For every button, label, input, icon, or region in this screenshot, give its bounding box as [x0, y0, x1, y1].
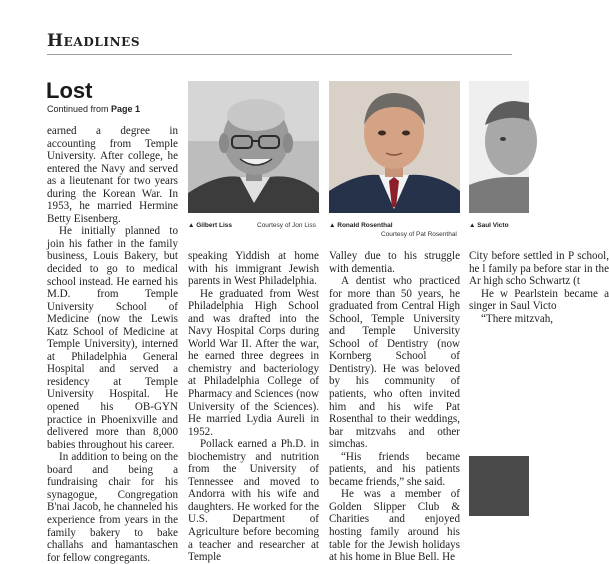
paragraph: “His friends became patients, and his patients became friends,” she said.	[329, 450, 460, 488]
paragraph: Valley due to his struggle with dementia.	[329, 250, 460, 275]
section-divider	[47, 54, 512, 55]
paragraph: He was a member of Golden Slipper Club & Charities and enjoyed hosting family around his table for the Jewish holidays at his home in Blue Bell. He	[329, 488, 460, 564]
caption-name: Ronald Rosenthal	[337, 222, 393, 229]
article-column-1	[47, 125, 178, 564]
continued-line	[47, 104, 140, 114]
paragraph: He w Pearlstein became a singer in Saul Victo	[469, 287, 609, 313]
triangle-icon: ▲	[469, 222, 476, 229]
continued-prefix: Continued from	[47, 104, 112, 114]
photo-gilbert-liss	[188, 81, 319, 213]
caption-credit: Courtesy of Jon Liss	[257, 222, 316, 229]
paragraph: City before settled in P school, he l family pa before star in the Ar high scho Schwartz (t	[469, 250, 609, 288]
caption-ronald-rosenthal	[329, 222, 393, 229]
article-column-2	[188, 250, 319, 564]
portrait-image	[329, 81, 460, 213]
caption-name: Gilbert Liss	[196, 222, 233, 229]
paragraph: In addition to being on the board and being a fundraising chair for his synagogue, Congregation B'nai Jacob, he channeled his experience from years in the family bakery to bake challahs and hamantaschen for fellow congregants.	[47, 451, 178, 564]
paragraph: He initially planned to join his father in the family business, Louis Bakery, but decided to go to medical school instead. He earned his M.D. from Temple University School of Medicine (now the Lewis Katz School of Medicine at Temple University), interned at Philadelphia General Hospital and served a residency at Temple University Hospital. He opened his OB-GYN practice in Phoenixville and delivered more than 8,000 babies throughout his career.	[47, 225, 178, 451]
paragraph: Pollack earned a Ph.D. in biochemistry and nutrition from the University of Tennessee and moved to Andorra with his wife and daughters. He worked for the U.S. Department of Agriculture before becoming a teacher and researcher at Temple	[188, 438, 319, 564]
caption-name: Saul Victo	[477, 222, 509, 229]
caption-credit: Courtesy of Pat Rosenthal	[381, 231, 457, 238]
article-column-4	[469, 250, 609, 325]
paragraph: He graduated from West Philadelphia High School and was drafted into the Navy Hospital Corps during World War II. After the war, he earned three degrees in chemistry and bacteriology at Philadelphia College of Pharmacy and Sciences (now University of the Sciences). He married Lydia Aureli in 1952.	[188, 287, 319, 438]
photo-ronald-rosenthal	[329, 81, 460, 213]
photo-saul-victo	[469, 81, 529, 213]
triangle-icon: ▲	[188, 222, 195, 229]
paragraph: earned a degree in accounting from Temple University. After college, he entered the Navy and served as a lieutenant for two years during the Korean War. In 1953, he married Hermine Betty Eisenberg.	[47, 125, 178, 225]
paragraph: speaking Yiddish at home with his immigrant Jewish parents in West Philadelphia.	[188, 250, 319, 288]
section-title: Headlines	[47, 31, 141, 51]
article-title: Lost	[46, 78, 93, 103]
paragraph: A dentist who practiced for more than 50 years, he graduated from Central High School, Temple University and Temple University School of Dentistry (now Kornberg School of Dentistry). He was beloved by his community of patients, who often invited him and his wife Pat Rosenthal to their weddings, bar mitzvahs and other simchas.	[329, 275, 460, 451]
continued-page-link[interactable]: Page 1	[111, 104, 141, 114]
portrait-image	[469, 81, 529, 213]
paragraph: “There mitzvah,	[481, 312, 554, 325]
article-column-3	[329, 250, 460, 564]
advertisement-block	[469, 456, 529, 516]
caption-saul-victo	[469, 222, 509, 229]
caption-gilbert-liss	[188, 222, 232, 229]
triangle-icon: ▲	[329, 222, 336, 229]
portrait-image	[188, 81, 319, 213]
